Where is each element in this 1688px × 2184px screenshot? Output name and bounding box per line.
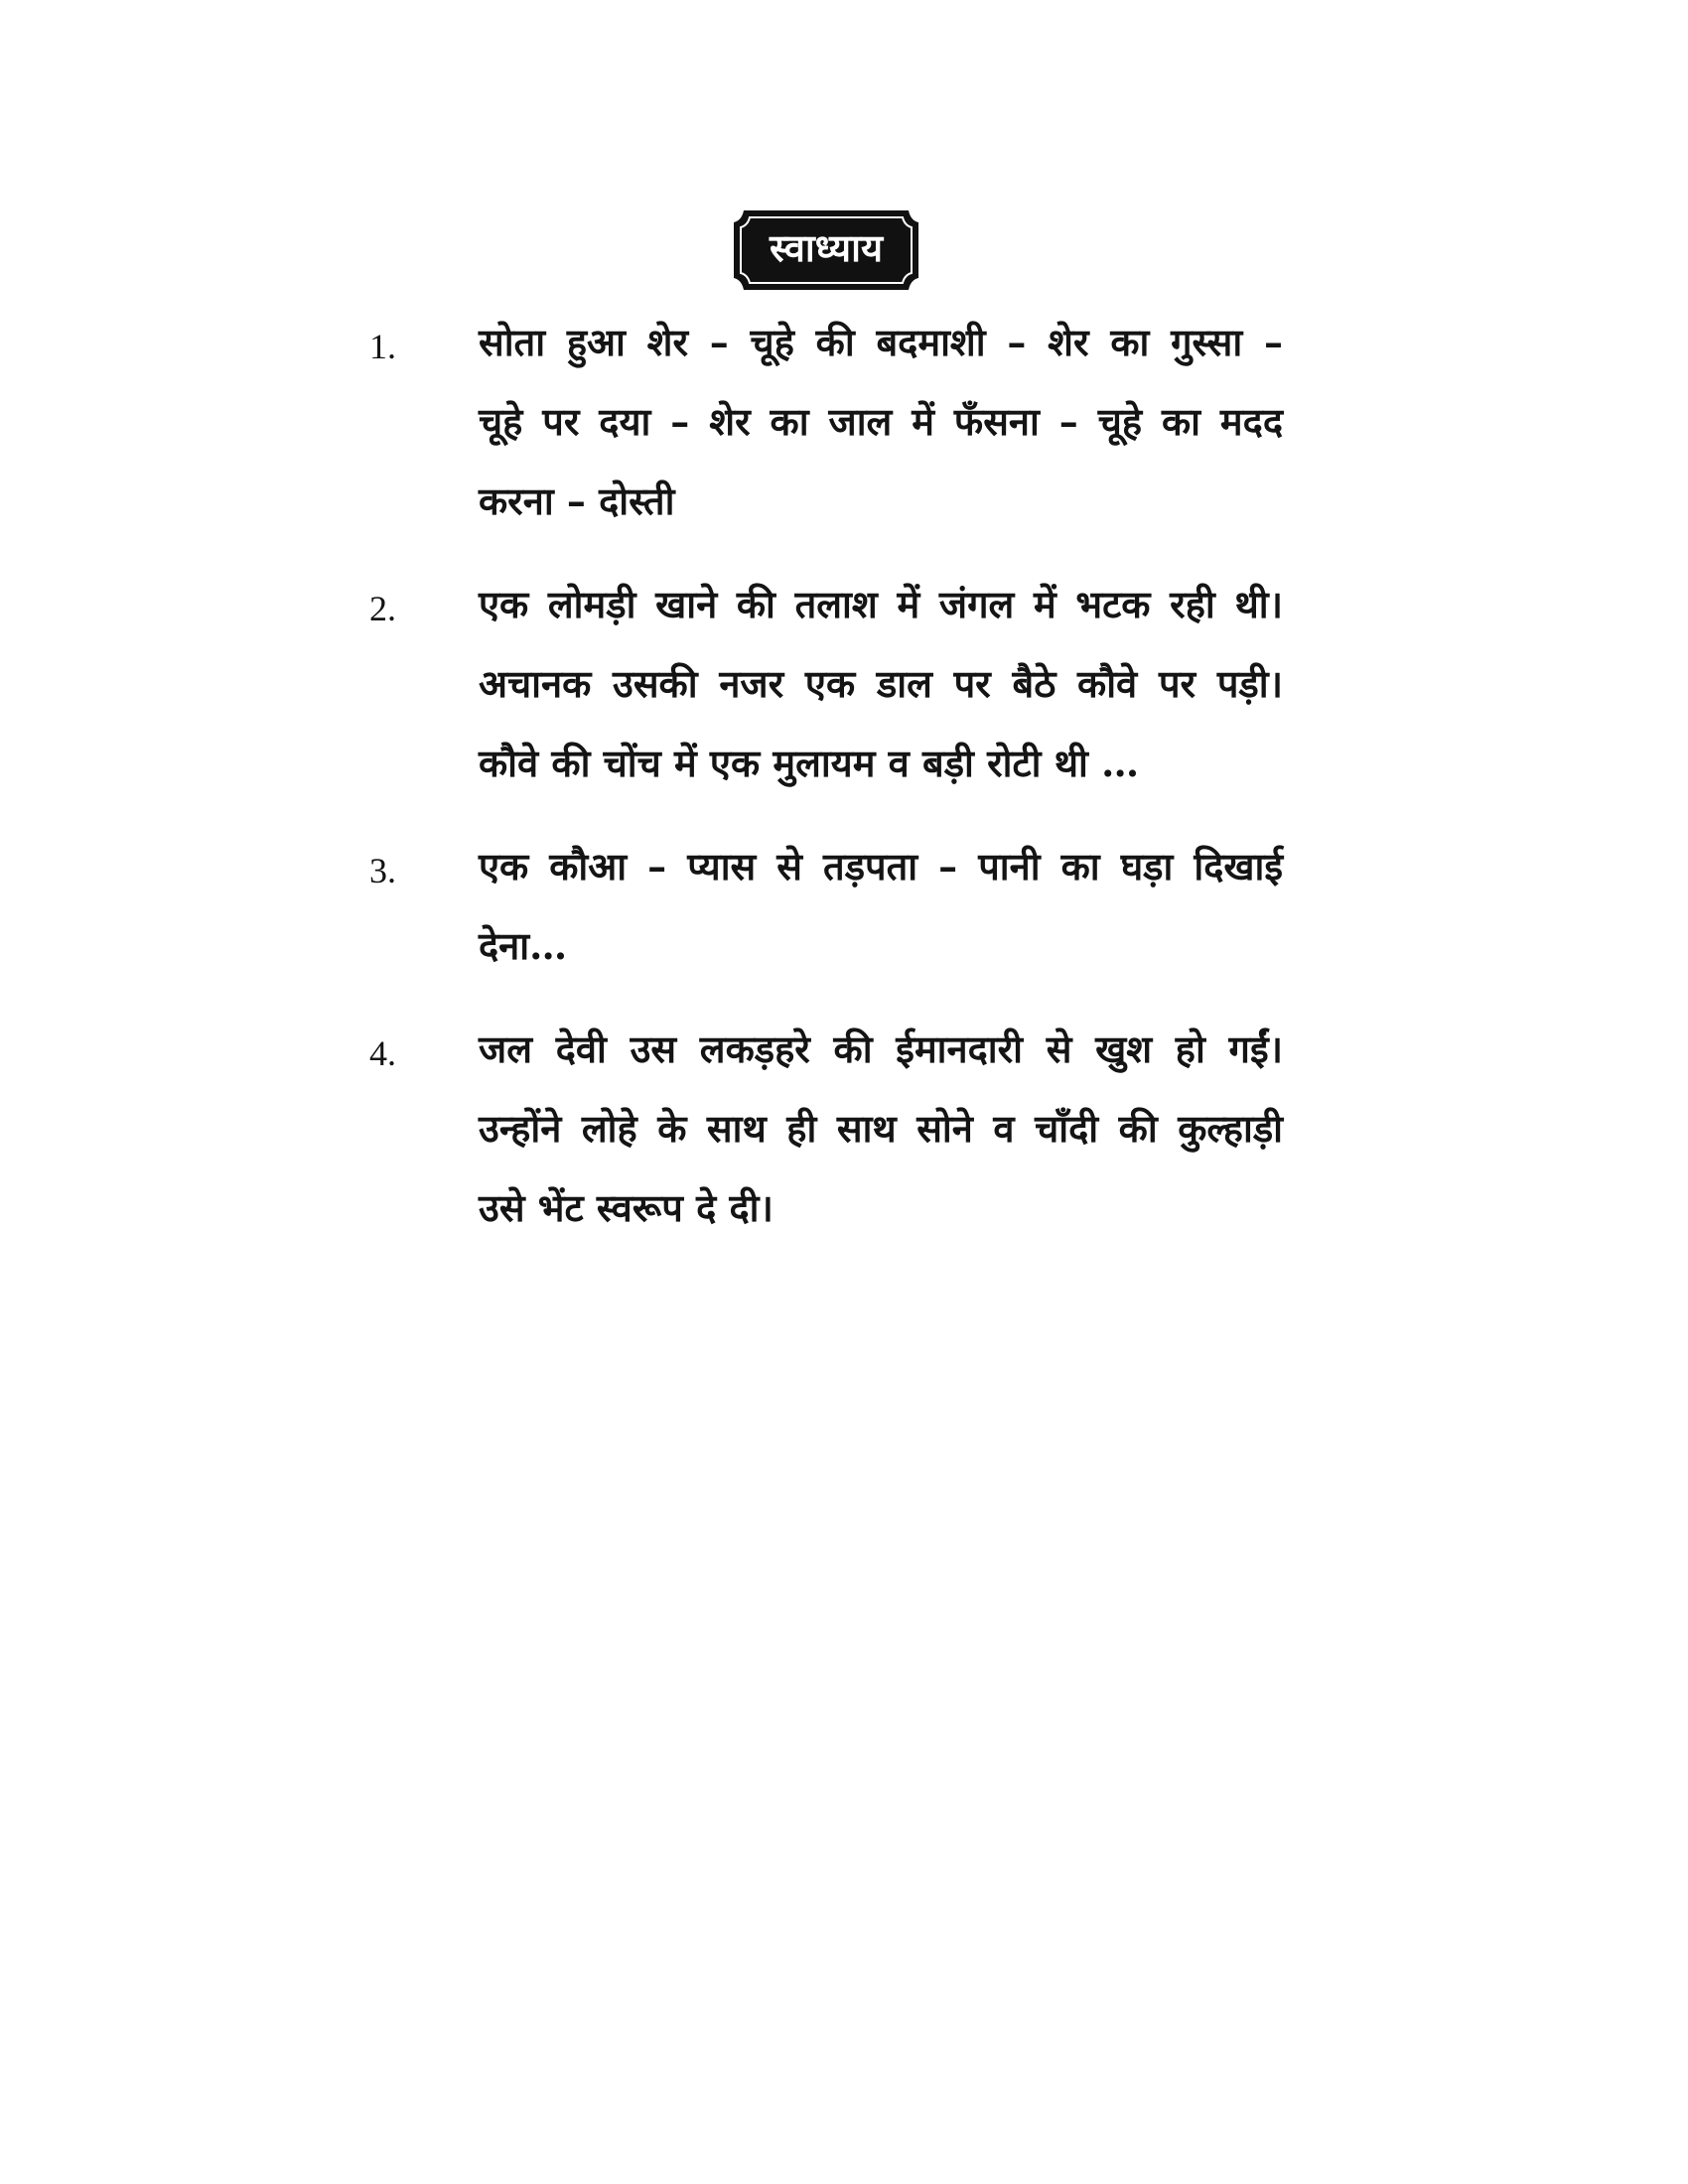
exercise-line: एक कौआ – प्यास से तड़पता – पानी का घड़ा दिखाई bbox=[479, 844, 1283, 888]
exercise-item bbox=[369, 303, 1283, 541]
exercise-line: जल देवी उस लकड़हरे की ईमानदारी से खुश हो गईं। bbox=[479, 1026, 1283, 1071]
exercise-line: देना… bbox=[479, 923, 568, 968]
exercise-list bbox=[369, 303, 1283, 1248]
exercise-line: कौवे की चोंच में एक मुलायम व बड़ी रोटी थी … bbox=[479, 741, 1140, 785]
exercise-line: चूहे पर दया – शेर का जाल में फँसना – चूहे का मदद bbox=[479, 399, 1283, 444]
section-title: स्वाध्याय bbox=[770, 225, 883, 270]
exercise-number: 2. bbox=[369, 589, 396, 628]
exercise-line: उसे भेंट स्वरूप दे दी। bbox=[479, 1185, 774, 1230]
exercise-line: अचानक उसकी नजर एक डाल पर बैठे कौवे पर पड़ी। bbox=[479, 661, 1283, 706]
exercise-line: एक लोमड़ी खाने की तलाश में जंगल में भटक रही थी। bbox=[479, 582, 1283, 626]
exercise-number: 1. bbox=[369, 327, 396, 366]
exercise-number: 4. bbox=[369, 1033, 396, 1073]
exercise-item bbox=[369, 565, 1283, 803]
exercise-line: करना – दोस्ती bbox=[479, 478, 675, 523]
section-heading-badge bbox=[730, 206, 922, 294]
exercise-number: 3. bbox=[369, 851, 396, 890]
exercise-line: सोता हुआ शेर – चूहे की बदमाशी – शेर का गुस्सा – bbox=[479, 320, 1283, 364]
exercise-item bbox=[369, 1010, 1283, 1248]
exercise-item bbox=[369, 827, 1283, 986]
exercise-line: उन्होंने लोहे के साथ ही साथ सोने व चाँदी की कुल्हाड़ी bbox=[479, 1106, 1283, 1151]
